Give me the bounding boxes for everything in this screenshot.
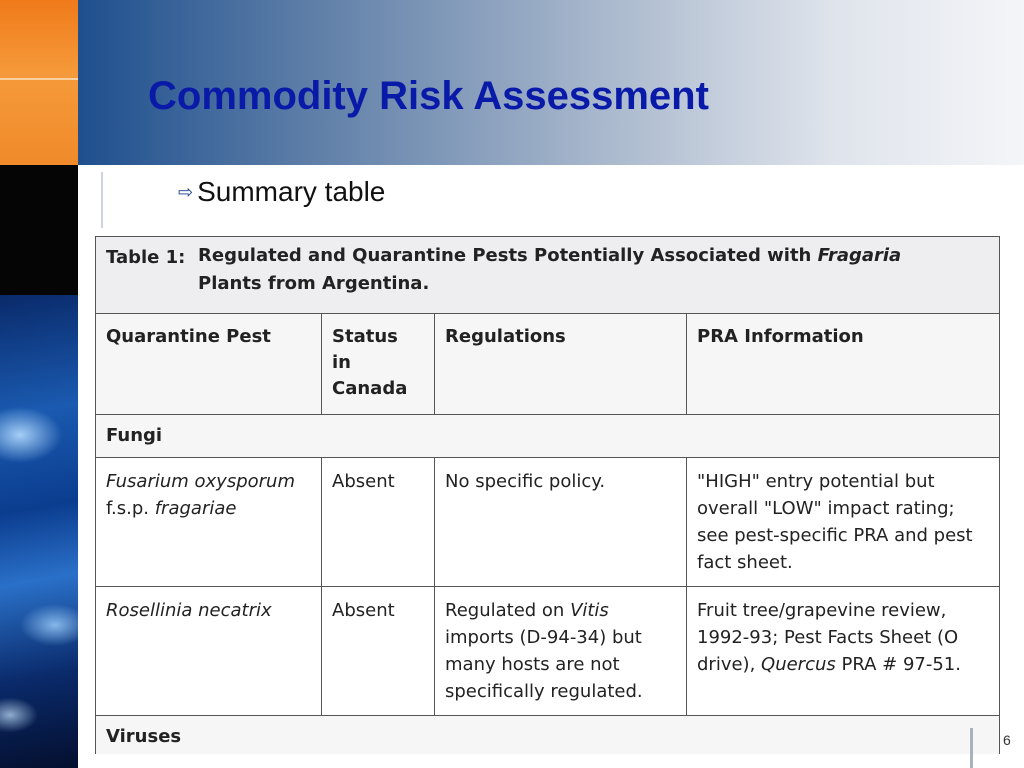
section-label: Viruses (96, 716, 1000, 755)
footer-divider (970, 728, 973, 768)
regulations-cell (435, 587, 687, 716)
orange-accent-block (0, 0, 78, 165)
pest-table (95, 236, 1000, 754)
section-label: Fungi (96, 415, 1000, 458)
pest-name-italic: fragariae (154, 498, 237, 519)
pra-text: "HIGH" entry potential but overall "LOW" impact rating; see pest-specific PRA and pest fact sheet. (697, 471, 973, 573)
regulations-text: Regulated on (445, 600, 571, 621)
pra-cell (687, 587, 1000, 716)
arrow-bullet-icon: ⇨ (178, 182, 194, 202)
status-cell: Absent (322, 587, 435, 716)
pra-cell (687, 458, 1000, 587)
pest-cell (96, 458, 322, 587)
regulations-cell (435, 458, 687, 587)
page-number: 6 (1003, 732, 1011, 748)
table-header-row (96, 314, 1000, 415)
column-header: PRA Information (687, 314, 1000, 415)
table-caption-text (198, 242, 968, 298)
regulations-text: No specific policy. (445, 471, 606, 492)
bullet-item (178, 176, 385, 208)
black-accent-block (0, 165, 78, 295)
caption-text-part: Regulated and Quarantine Pests Potentially Associated with (198, 245, 818, 266)
pest-name-part: f.s.p. (106, 498, 155, 519)
orange-divider (0, 78, 78, 80)
caption-text-part: Plants from Argentina. (198, 273, 430, 294)
slide-title: Commodity Risk Assessment (148, 74, 709, 118)
pest-cell (96, 587, 322, 716)
column-header: Quarantine Pest (96, 314, 322, 415)
column-header: Status in Canada (322, 314, 435, 415)
pra-text: PRA # 97-51. (835, 654, 961, 675)
table-row (96, 587, 1000, 716)
status-cell: Absent (322, 458, 435, 587)
regulations-text: imports (D-94-34) but many hosts are not specifically regulated. (445, 627, 643, 702)
vertical-rule (101, 172, 103, 228)
regulations-italic: Vitis (570, 600, 609, 621)
pra-text: Fruit tree/grapevine review, 1992-93; Pest Facts Sheet (O drive), (697, 600, 959, 675)
bullet-text: Summary table (197, 176, 386, 207)
summary-table-image (95, 236, 1001, 754)
left-decorative-strip (0, 0, 78, 768)
pest-name-italic: Fusarium oxysporum (106, 471, 295, 492)
blue-decorative-image (0, 295, 78, 768)
table-caption-label: Table 1: (106, 247, 186, 268)
section-row (96, 716, 1000, 755)
pest-name-italic: Rosellinia necatrix (106, 600, 272, 621)
table-caption (96, 237, 1000, 314)
pra-italic: Quercus (761, 654, 836, 675)
caption-text-italic: Fragaria (817, 245, 902, 266)
section-row (96, 415, 1000, 458)
column-header: Regulations (435, 314, 687, 415)
table-row (96, 458, 1000, 587)
